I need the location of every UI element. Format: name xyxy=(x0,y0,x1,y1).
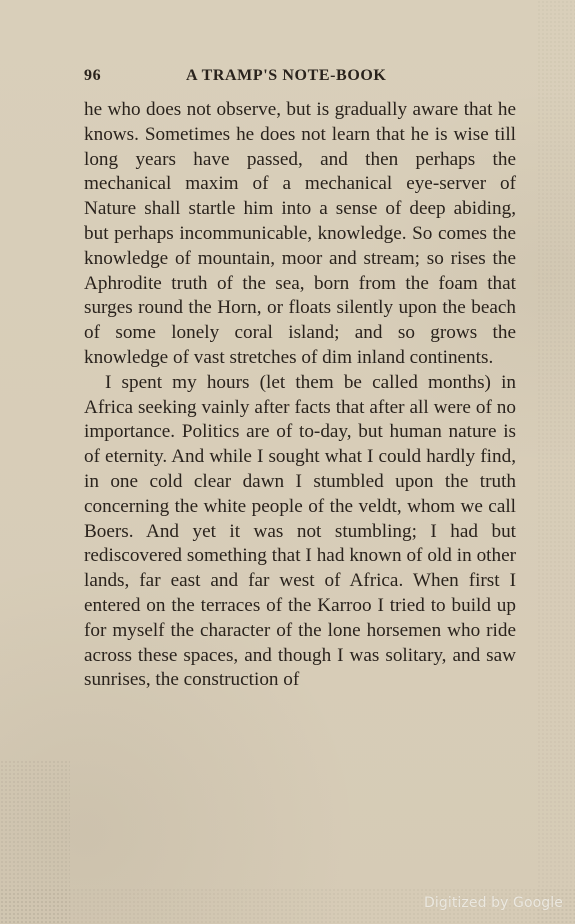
scan-texture-left xyxy=(0,760,70,924)
page-header xyxy=(84,67,518,89)
scan-texture-right xyxy=(537,0,575,924)
running-head: A TRAMP'S NOTE-BOOK xyxy=(186,67,387,84)
paragraph-1: he who does not observe, but is gradually aware that he knows. Sometimes he does not learn that he is wise till long years have passed, and then perhaps the mechanical maxim of a mechanical eye-server of Nature shall startle him into a sense of deep abiding, but perhaps incommunicable, knowledge. So comes the knowledge of mountain, moor and stream; so rises the Aphrodite truth of the sea, born from the foam that surges round the Horn, or floats silently upon the beach of some lonely coral island; and so grows the knowledge of vast stretches of dim inland continents. xyxy=(84,99,516,368)
google-watermark: Digitized by Google xyxy=(423,895,563,911)
page-text xyxy=(84,98,516,693)
page-number: 96 xyxy=(84,67,102,84)
paragraph-2: I spent my hours (let them be called months) in Africa seeking vainly after facts that after all were of no importance. Politics are of to-day, but human nature is of eternity. And while I sought what I could hardly find, in one cold clear dawn I stumbled upon the truth concerning the white people of the veldt, whom we call Boers. And yet it was not stumbling; I had but rediscovered something that I had known of old in other lands, far east and far west of Africa. When first I entered on the terraces of the Karroo I tried to build up for myself the character of the lone horsemen who ride across these spaces, and though I was solitary, and saw sunrises, the construction of xyxy=(84,371,516,691)
